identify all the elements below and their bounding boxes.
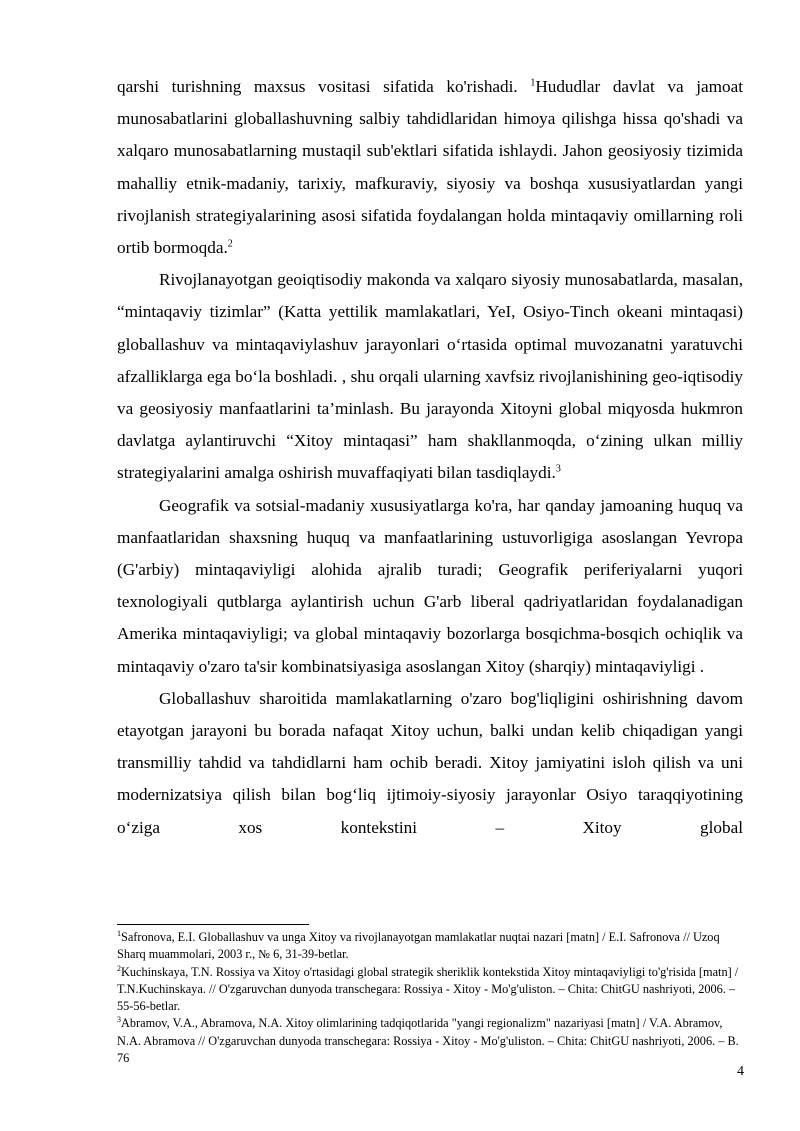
paragraph-2 bbox=[117, 264, 743, 489]
page-number: 4 bbox=[737, 1064, 744, 1079]
footnote-text-2: Kuchinskaya, T.N. Rossiya va Xitoy o'rtasidagi global strategik sheriklik kontekstida Xitoy mintaqaviyligi to'g'risida [matn] / T.N.Kuchinskaya. // O'zgaruvchan dunyoda transchegara: Rossiya - Xitoy - Mo'g'uliston. – Chita: ChitGU nashriyoti, 2006. – 55-56-betlar. bbox=[117, 964, 739, 1014]
footnote-ref-2: 2 bbox=[227, 238, 233, 250]
paragraph-1-text-a: qarshi turishning maxsus vositasi sifatida ko'rishadi. bbox=[117, 77, 531, 96]
footnote-number-3: 3 bbox=[117, 1015, 121, 1025]
footnote-1 bbox=[117, 929, 743, 964]
paragraph-1-text-b: Hududlar davlat va jamoat munosabatlarini globallashuvning salbiy tahdidlaridan himoya qilishga hissa qo'shadi va xalqaro munosabatlarning mustaqil sub'ektlari sifatida ishlaydi. Jahon geosiyosiy tizimida mahalliy etnik-madaniy, tarixiy, mafkuraviy, siyosiy va boshqa xususiyatlardan yangi rivojlanish strategiyalarining asosi sifatida foydalangan holda mintaqaviy omillarning roli ortib bormoqda. bbox=[117, 77, 743, 258]
paragraph-1 bbox=[117, 71, 743, 264]
footnote-text-1: Safronova, E.I. Globallashuv va unga Xitoy va rivojlanayotgan mamlakatlar nuqtai nazari [matn] / E.I. Safronova // Uzoq Sharq muammolari, 2003 г., № 6, 31-39-betlar. bbox=[117, 930, 720, 962]
footnote-number-1: 1 bbox=[117, 928, 121, 938]
footnote-2 bbox=[117, 964, 743, 1016]
footnotes bbox=[117, 929, 743, 1067]
footnote-ref-3: 3 bbox=[555, 463, 561, 475]
body-text bbox=[117, 71, 743, 844]
paragraph-4-text: Globallashuv sharoitida mamlakatlarning o'zaro bog'liqligini oshirishning davom etayotgan jarayoni bu borada nafaqat Xitoy uchun, balki undan kelib chiqadigan yangi transmilliy tahdid va tahdidlarni ham ochib beradi. Xitoy jamiyatini isloh qilish va uni modernizatsiya qilish bilan bog‘liq ijtimoiy-siyosiy jarayonlar Osiyo taraqqiyotining o‘ziga xos kontekstini – Xitoy global bbox=[117, 688, 743, 837]
footnote-ref-1: 1 bbox=[530, 77, 536, 89]
paragraph-4 bbox=[117, 683, 743, 844]
paragraph-3-text: Geografik va sotsial-madaniy xususiyatlarga ko'ra, har qanday jamoaning huquq va manfaatlaridan shaxsning huquq va manfaatlarining ustuvorligiga asoslangan Yevropa (G'arbiy) mintaqaviyligi alohida ajralib turadi; Geografik periferiyalarni yuqori texnologiyali qutblarga aylantirish uchun G'arb liberal qadriyatlaridan foydalanadigan Amerika mintaqaviyligi; va global mintaqaviy bozorlarga bosqichma-bosqich ochiqlik va mintaqaviy o'zaro ta'sir kombinatsiyasiga asoslangan Xitoy (sharqiy) mintaqaviyligi . bbox=[117, 495, 743, 676]
footnote-separator bbox=[117, 924, 309, 925]
footnote-text-3: Abramov, V.A., Abramova, N.A. Xitoy olimlarining tadqiqotlarida "yangi regionalizm" nazariyasi [matn] / V.A. Abramov, N.A. Abramova // O'zgaruvchan dunyoda transchegara: Rossiya - Xitoy - Mo'g'uliston. – Chita: ChitGU nashriyoti, 2006. – B. 76 bbox=[117, 1016, 739, 1066]
paragraph-2-text: Rivojlanayotgan geoiqtisodiy makonda va xalqaro siyosiy munosabatlarda, masalan, “mintaqaviy tizimlar” (Katta yettilik mamlakatlari, YeI, Osiyo-Tinch okeani mintaqasi) globallashuv va mintaqaviylashuv jarayonlari o‘rtasida optimal muvozanatni yaratuvchi afzalliklarga ega bo‘la boshladi. , shu orqali ularning xavfsiz rivojlanishining geo-iqtisodiy va geosiyosiy manfaatlarini ta’minlash. Bu jarayonda Xitoyni global miqyosda hukmron davlatga aylantiruvchi “Xitoy mintaqasi” ham shakllanmoqda, o‘zining ulkan milliy strategiyalarini amalga oshirish muvaffaqiyati bilan tasdiqlaydi. bbox=[117, 270, 743, 483]
footnote-3 bbox=[117, 1015, 743, 1067]
paragraph-3 bbox=[117, 490, 743, 683]
footnote-number-2: 2 bbox=[117, 963, 121, 973]
